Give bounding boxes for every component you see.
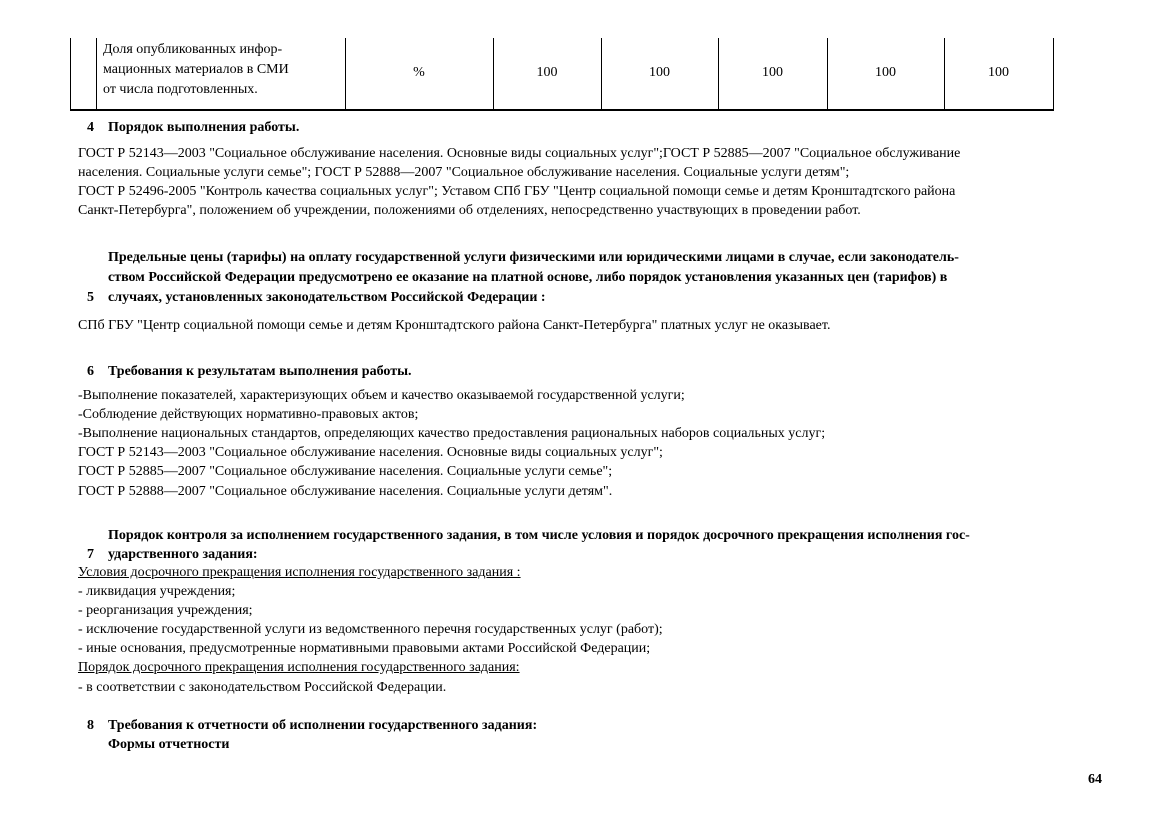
section-number: 7 [87,547,94,562]
paragraph-line: ГОСТ Р 52885—2007 "Социальное обслуживание населения. Социальные услуги семье"; [78,464,613,479]
page-number: 64 [1088,772,1102,787]
table-row-label-line: Доля опубликованных инфор- [103,42,283,57]
section-heading-line: случаях, установленных законодательством Российской Федерации : [108,290,546,305]
paragraph-line: Санкт-Петербурга", положением об учреждении, положениями об отделениях, непосредственно участвующих в проведении работ. [78,203,861,218]
section-heading-line: Предельные цены (тарифы) на оплату государственной услуги физическими или юридическими лицами в случае, если законодатель- [108,250,959,265]
table-cell-value: 100 [875,65,896,80]
paragraph-line: ГОСТ Р 52143—2003 "Социальное обслуживание населения. Основные виды социальных услуг"; [78,445,663,460]
list-item: - реорганизация учреждения; [78,603,253,618]
list-item: -Соблюдение действующих нормативно-правовых актов; [78,407,419,422]
section-heading: Требования к результатам выполнения работы. [108,364,412,379]
section-heading-line: ударственного задания: [108,547,258,562]
list-item: - исключение государственной услуги из ведомственного перечня государственных услуг (работ); [78,622,663,637]
section-number: 5 [87,290,94,305]
table-cell-unit: % [413,65,425,80]
list-item: - в соответствии с законодательством Российской Федерации. [78,680,447,695]
paragraph-line: населения. Социальные услуги семье"; ГОСТ Р 52888—2007 "Социальное обслуживание населения. Социальные услуги детям"; [78,165,850,180]
table-row-label [103,40,289,100]
section-heading-line: ством Российской Федерации предусмотрено ее оказание на платной основе, либо порядок установления указанных цен (тарифов) в [108,270,948,285]
section-number: 6 [87,364,94,379]
paragraph-line: СПб ГБУ "Центр социальной помощи семье и детям Кронштадтского района Санкт-Петербурга" платных услуг не оказывает. [78,318,831,333]
list-item: - иные основания, предусмотренные нормативными правовыми актами Российской Федерации; [78,641,651,656]
table-row-label-line: от числа подготовленных. [103,82,258,97]
list-item: -Выполнение показателей, характеризующих объем и качество оказываемой государственной услуги; [78,388,685,403]
list-item: - ликвидация учреждения; [78,584,236,599]
subheading: Формы отчетности [108,737,230,752]
order-title: Порядок досрочного прекращения исполнения государственного задания: [78,660,520,675]
table-border-left [70,38,71,110]
section-heading-line: Порядок контроля за исполнением государственного задания, в том числе условия и порядок досрочного прекращения исполнения гос- [108,528,970,543]
table-cell-value: 100 [988,65,1009,80]
section-number: 4 [87,120,94,135]
section-number: 8 [87,718,94,733]
section-heading: Порядок выполнения работы. [108,120,300,135]
paragraph-line: ГОСТ Р 52888—2007 "Социальное обслуживание населения. Социальные услуги детям". [78,484,613,499]
table-border [96,38,97,110]
list-item: -Выполнение национальных стандартов, определяющих качество предоставления рациональных наборов социальных услуг; [78,426,826,441]
table-cell-value: 100 [762,65,783,80]
paragraph-line: ГОСТ Р 52496-2005 "Контроль качества социальных услуг"; Уставом СПб ГБУ "Центр социальной помощи семье и детям Кронштадтского района [78,184,956,199]
table-cell-value: 100 [536,65,558,80]
table-row-label-line: мационных материалов в СМИ [103,62,289,77]
conditions-title: Условия досрочного прекращения исполнения государственного задания : [78,565,521,580]
table-bottom-border [70,109,1054,111]
table-border-right [1053,38,1054,110]
paragraph-line: ГОСТ Р 52143—2003 "Социальное обслуживание населения. Основные виды социальных услуг";ГОСТ Р 52885—2007 "Социальное обслуживание [78,146,961,161]
table-cell-value: 100 [649,65,670,80]
section-heading: Требования к отчетности об исполнении государственного задания: [108,718,538,733]
indicator-table [70,38,1054,110]
